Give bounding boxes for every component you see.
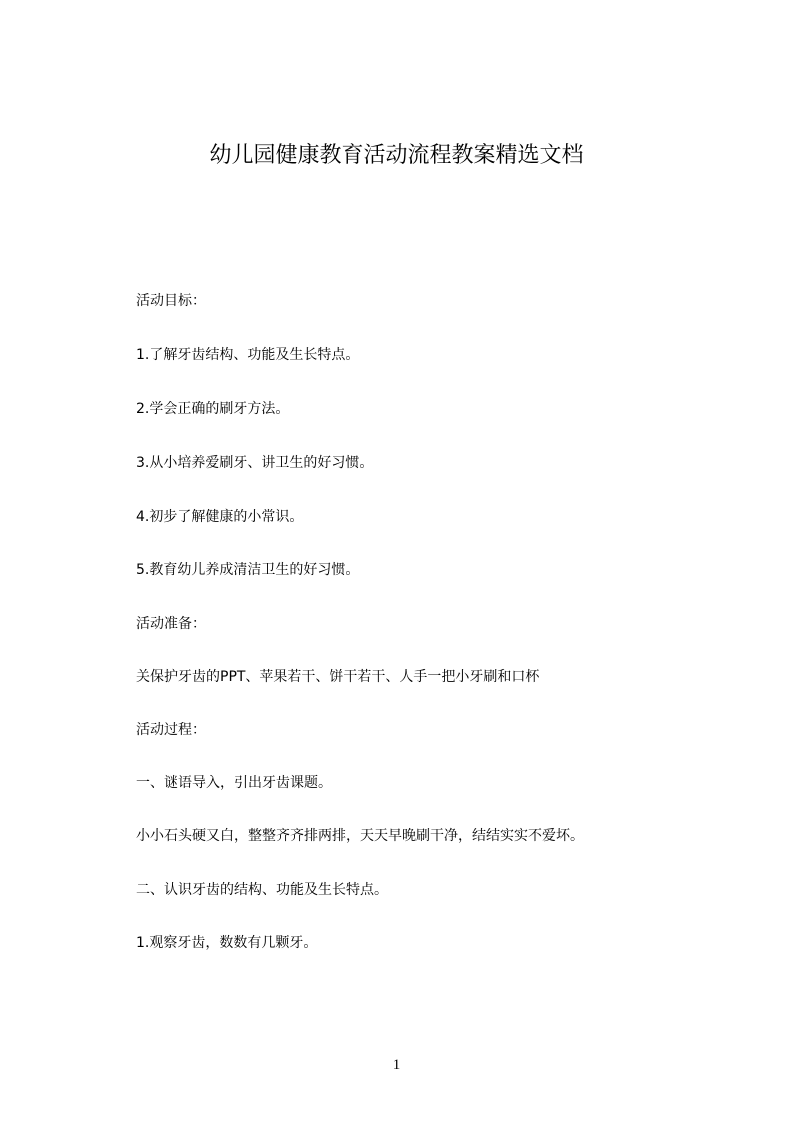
section-heading-preparation: 活动准备： — [136, 616, 206, 632]
paragraph-materials: 关保护牙齿的PPT、苹果若干、饼干若干、人手一把小牙刷和口杯 — [136, 669, 540, 685]
paragraph-goal-5: 5.教育幼儿养成清洁卫生的好习惯。 — [136, 562, 360, 578]
section-heading-activity-goals: 活动目标： — [136, 293, 206, 309]
page-number: 1 — [392, 1057, 401, 1073]
paragraph-goal-2: 2.学会正确的刷牙方法。 — [136, 401, 290, 417]
paragraph-substep-1: 1.观察牙齿，数数有几颗牙。 — [136, 935, 318, 951]
paragraph-goal-3: 3.从小培养爱刷牙、讲卫生的好习惯。 — [136, 455, 374, 471]
paragraph-goal-1: 1.了解牙齿结构、功能及生长特点。 — [136, 347, 360, 363]
paragraph-riddle: 小小石头硬又白，整整齐齐排两排，天天早晚刷干净，结结实实不爱坏。 — [136, 828, 584, 844]
section-heading-process: 活动过程： — [136, 722, 206, 738]
document-title: 幼儿园健康教育活动流程教案精选文档 — [209, 143, 584, 168]
paragraph-step-2: 二、认识牙齿的结构、功能及生长特点。 — [136, 882, 388, 898]
paragraph-goal-4: 4.初步了解健康的小常识。 — [136, 509, 304, 525]
paragraph-step-1: 一、谜语导入，引出牙齿课题。 — [136, 775, 332, 791]
